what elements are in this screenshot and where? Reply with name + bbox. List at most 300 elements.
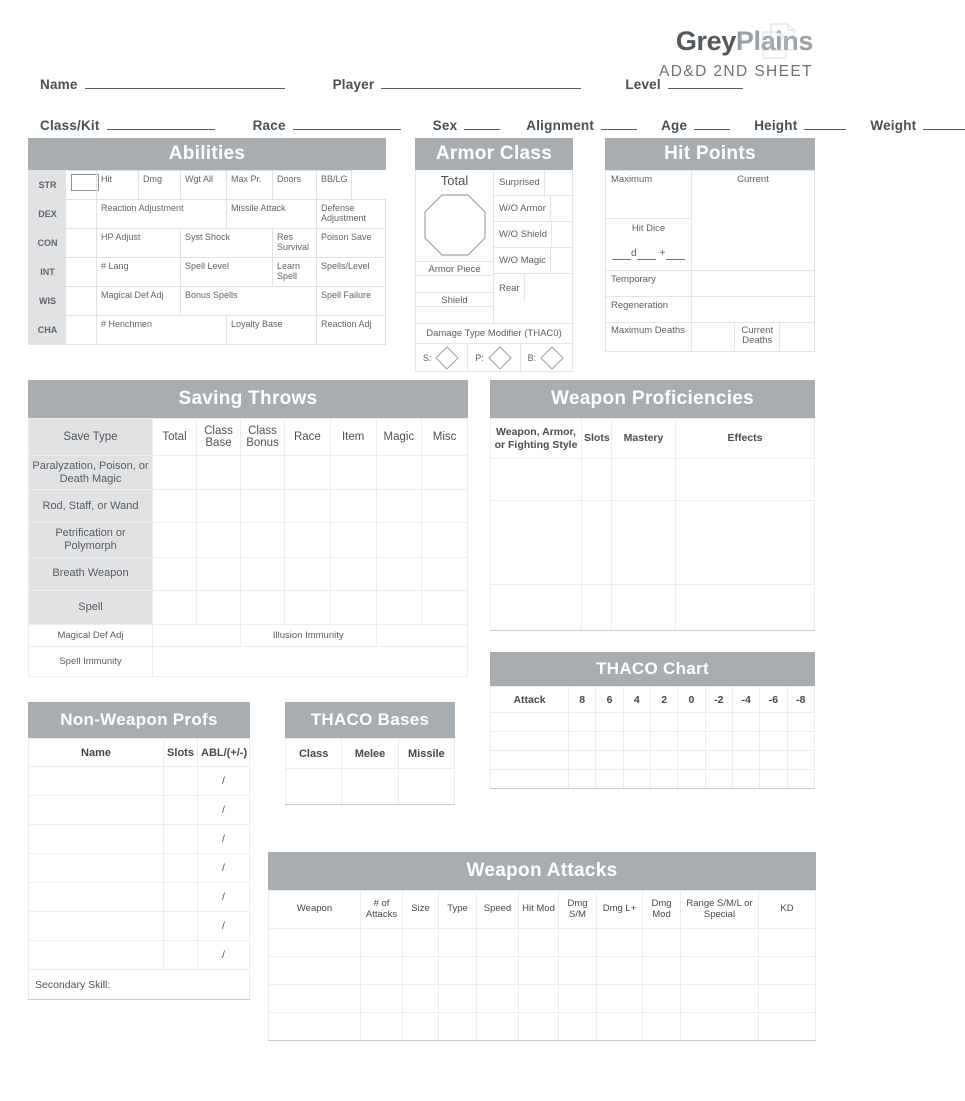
sv-cell[interactable] [422,590,468,624]
wa-col-weapon: Weapon [269,891,361,929]
hit-points-title: Hit Points [605,138,815,170]
ability-label-wis: WIS [29,287,67,316]
field-sex-input[interactable] [464,115,500,130]
nw-cell-slots[interactable] [164,767,198,796]
ability-cell-dmg[interactable]: Dmg [139,171,181,200]
wa-cell[interactable] [477,929,519,957]
wa-cell[interactable] [477,1013,519,1041]
sv-cell[interactable] [376,456,422,490]
nw-cell-slots[interactable] [164,912,198,941]
hp-deaths-cells [692,323,815,352]
ability-row-int [29,258,386,287]
nw-cell-abl[interactable]: / [198,883,250,912]
hp-current-deaths-value[interactable] [780,323,814,351]
wa-cell[interactable] [269,985,361,1013]
tc-cell[interactable] [678,751,705,770]
ability-score-dex[interactable] [67,200,97,229]
field-race[interactable] [253,115,401,133]
saving-throws-title: Saving Throws [28,380,468,418]
hp-regeneration-value[interactable] [692,297,815,323]
wp-cell-effects[interactable] [676,459,815,501]
tc-cell[interactable] [787,713,814,732]
field-name-input[interactable] [85,74,285,89]
ability-row-dex [29,200,386,229]
ability-cell-res-survival[interactable]: Res Survival [273,229,317,258]
damage-piercing-label: P: [475,352,484,363]
wa-cell[interactable] [439,985,477,1013]
nw-cell-name[interactable] [29,883,164,912]
field-level-input[interactable] [668,74,743,89]
wa-col-range: Range S/M/L or Special [681,891,759,929]
nw-cell-abl[interactable]: / [198,941,250,970]
illusion-immunity-value[interactable] [376,624,468,646]
nw-cell-slots[interactable] [164,854,198,883]
ability-score-cha[interactable] [67,316,97,345]
tc-cell[interactable] [491,751,569,770]
wa-cell[interactable] [759,929,816,957]
tc-cell[interactable] [760,732,787,751]
sv-cell[interactable] [241,456,285,490]
tc-cell[interactable] [596,732,623,751]
tc-cell[interactable] [732,713,759,732]
field-player-label: Player [332,77,375,92]
magical-def-adj-value[interactable] [153,624,241,646]
hp-maximum-deaths-value[interactable] [692,323,735,351]
sv-cell[interactable] [376,523,422,557]
wa-cell[interactable] [681,929,759,957]
hp-hit-dice[interactable] [606,219,692,271]
field-weight[interactable] [870,115,965,133]
hp-hit-dice-label: Hit Dice [631,223,666,234]
tc-cell[interactable] [760,770,787,789]
tb-cell-melee[interactable] [342,769,398,805]
field-height[interactable] [754,115,846,133]
tc-col-8: 8 [569,687,596,713]
field-classkit[interactable] [40,115,215,133]
tc-cell[interactable] [569,732,596,751]
sv-cell[interactable] [422,490,468,523]
field-alignment[interactable] [526,115,637,133]
nw-cell-abl[interactable]: / [198,767,250,796]
table-row [269,929,816,957]
ac-value-wo-armor[interactable] [550,196,572,221]
sv-cell[interactable] [153,590,197,624]
sv-cell[interactable] [376,590,422,624]
wa-cell[interactable] [361,957,403,985]
wa-cell[interactable] [361,985,403,1013]
tc-cell[interactable] [491,732,569,751]
sv-cell[interactable] [153,490,197,523]
nw-cell-abl[interactable]: / [198,912,250,941]
wp-cell-slots[interactable] [582,501,612,585]
sv-cell[interactable] [422,557,468,590]
tc-col-0: 0 [678,687,705,713]
field-name[interactable] [40,74,285,92]
ac-value-wo-magic[interactable] [550,248,572,273]
wa-header-row [269,891,816,929]
wa-cell[interactable] [403,929,439,957]
hp-maximum-label[interactable]: Maximum [606,171,692,219]
wa-cell[interactable] [519,985,559,1013]
wp-cell-slots[interactable] [582,459,612,501]
info-row-2 [0,103,917,133]
weapon-proficiencies-table [490,418,815,631]
tc-cell[interactable] [491,770,569,789]
tc-cell[interactable] [787,770,814,789]
wa-cell[interactable] [681,1013,759,1041]
wa-cell[interactable] [361,1013,403,1041]
saving-throws-table [28,418,468,677]
sv-cell[interactable] [153,456,197,490]
wa-cell[interactable] [559,957,597,985]
field-player-input[interactable] [381,74,581,89]
ability-cell-num-lang[interactable]: # Lang [97,258,181,287]
table-row [29,456,468,490]
field-sex[interactable] [433,115,501,133]
ac-label-wo-armor: W/O Armor [499,203,546,214]
info-row-1 [0,62,851,92]
sv-cell[interactable] [422,456,468,490]
tc-cell[interactable] [705,751,732,770]
ability-label-str: STR [29,171,67,200]
tc-cell[interactable] [569,770,596,789]
damage-bludgeoning[interactable] [521,344,572,371]
table-row [491,713,815,732]
wa-col-dmg-l: Dmg L+ [597,891,643,929]
sv-col-class-bonus: Class Bonus [241,419,285,456]
damage-piercing[interactable] [468,344,520,371]
field-height-input[interactable] [804,115,846,130]
field-age-input[interactable] [694,115,730,130]
tc-cell[interactable] [732,751,759,770]
wa-cell[interactable] [269,929,361,957]
tc-col-4: 4 [623,687,650,713]
tc-cell[interactable] [596,713,623,732]
sv-col-race: Race [285,419,331,456]
sv-cell[interactable] [285,557,331,590]
wp-cell-weapon[interactable] [491,501,582,585]
ac-value-wo-shield[interactable] [551,222,572,247]
wa-cell[interactable] [269,1013,361,1041]
field-alignment-input[interactable] [601,115,637,130]
tc-cell[interactable] [596,770,623,789]
nw-cell-slots[interactable] [164,825,198,854]
wp-cell-mastery[interactable] [612,501,676,585]
hp-current[interactable] [692,171,815,271]
tc-cell[interactable] [491,713,569,732]
tc-col-minus8: -8 [787,687,814,713]
sv-cell[interactable] [285,590,331,624]
ability-cell-num-henchmen[interactable]: # Henchmen [97,316,227,345]
sv-cell[interactable] [153,557,197,590]
nw-cell-name[interactable] [29,767,164,796]
table-row [29,854,250,883]
tc-cell[interactable] [760,713,787,732]
tc-cell[interactable] [623,732,650,751]
sv-row-label-rod-staff-wand: Rod, Staff, or Wand [29,490,153,523]
ability-cell-learn-spell[interactable]: Learn Spell [273,258,317,287]
sv-cell[interactable] [197,523,241,557]
ability-cell-syst-shock[interactable]: Syst Shock [181,229,273,258]
tc-cell[interactable] [787,751,814,770]
tc-cell[interactable] [705,713,732,732]
ability-cell-poison-save[interactable]: Poison Save [317,229,386,258]
wa-cell[interactable] [643,1013,681,1041]
wa-cell[interactable] [361,929,403,957]
ac-row-wo-shield[interactable] [494,222,572,248]
ability-cell-hit[interactable]: Hit [97,171,139,200]
nw-cell-name[interactable] [29,825,164,854]
tc-cell[interactable] [596,751,623,770]
saving-throws-extra-row-1 [29,624,468,646]
diamond-icon [434,345,460,371]
tc-cell[interactable] [678,770,705,789]
nw-col-abl: ABL/(+/-) [198,739,250,767]
ability-cell-doors[interactable]: Doors [273,171,317,200]
wa-cell[interactable] [643,929,681,957]
sv-cell[interactable] [330,456,376,490]
nw-cell-name[interactable] [29,941,164,970]
wa-cell[interactable] [403,1013,439,1041]
wa-cell[interactable] [597,1013,643,1041]
wa-cell[interactable] [559,929,597,957]
wa-cell[interactable] [759,957,816,985]
hp-hit-dice-formula[interactable] [606,248,691,259]
thaco-bases-table [285,738,455,805]
ability-score-wis[interactable] [67,287,97,316]
nw-cell-name[interactable] [29,912,164,941]
tb-cell-missile[interactable] [398,769,454,805]
ac-row-wo-magic[interactable] [494,248,572,274]
wa-cell[interactable] [439,1013,477,1041]
weapon-attacks-panel [268,852,816,1041]
wp-cell-weapon[interactable] [491,585,582,631]
hp-maximum-deaths-label: Maximum Deaths [606,323,692,352]
wa-cell[interactable] [597,929,643,957]
ability-cell-wgt-all[interactable]: Wgt All [181,171,227,200]
wa-cell[interactable] [269,957,361,985]
ac-row-surprised[interactable] [494,170,572,196]
nw-cell-abl[interactable]: / [198,796,250,825]
tc-cell[interactable] [732,770,759,789]
ability-cell-defense-adjustment[interactable]: Defense Adjustment [317,200,386,229]
secondary-skill-label[interactable]: Secondary Skill: [29,970,250,1000]
wa-cell[interactable] [643,985,681,1013]
tc-cell[interactable] [569,751,596,770]
field-sex-label: Sex [432,118,458,133]
saving-throws-panel [28,380,468,677]
tc-cell[interactable] [732,732,759,751]
wp-cell-weapon[interactable] [491,459,582,501]
sv-cell[interactable] [285,456,331,490]
field-weight-input[interactable] [923,115,965,130]
tc-col-attack: Attack [491,687,569,713]
wa-cell[interactable] [759,985,816,1013]
octagon-icon [423,193,487,257]
sv-row-label-breath-weapon: Breath Weapon [29,557,153,590]
wp-header-row [491,419,815,459]
weapon-attacks-table [268,890,816,1041]
sv-cell[interactable] [241,490,285,523]
sv-cell[interactable] [330,557,376,590]
ability-score-str[interactable] [67,171,97,200]
nw-cell-abl[interactable]: / [198,854,250,883]
ac-label-surprised: Surprised [499,177,540,188]
tc-cell[interactable] [623,770,650,789]
ability-cell-missile-attack[interactable]: Missile Attack [227,200,317,229]
sv-cell[interactable] [330,523,376,557]
wa-col-kd: KD [759,891,816,929]
tc-cell[interactable] [650,751,677,770]
ability-row-con [29,229,386,258]
sv-cell[interactable] [422,523,468,557]
nw-cell-slots[interactable] [164,796,198,825]
sv-cell[interactable] [197,590,241,624]
wa-cell[interactable] [519,957,559,985]
sv-cell[interactable] [241,590,285,624]
thaco-chart-title: THACO Chart [490,652,815,686]
sv-cell[interactable] [197,490,241,523]
tc-cell[interactable] [787,732,814,751]
sv-cell[interactable] [197,557,241,590]
abilities-table [28,170,386,345]
tc-cell[interactable] [650,732,677,751]
wa-cell[interactable] [477,957,519,985]
ability-score-int[interactable] [67,258,97,287]
wa-cell[interactable] [643,957,681,985]
field-name-label: Name [40,77,78,92]
armor-piece-value[interactable] [416,275,493,292]
diamond-icon [487,345,513,371]
wa-cell[interactable] [681,985,759,1013]
field-classkit-input[interactable] [107,115,215,130]
tc-cell[interactable] [678,732,705,751]
ability-cell-spells-per-level[interactable]: Spells/Level [317,258,386,287]
shield-value[interactable] [416,306,493,323]
tc-cell[interactable] [760,751,787,770]
nw-header-row [29,739,250,767]
weapon-proficiencies-panel [490,380,815,631]
ability-cell-max-pr[interactable]: Max Pr. [227,171,273,200]
table-row [29,767,250,796]
nw-cell-slots[interactable] [164,941,198,970]
ability-row-cha [29,316,386,345]
wa-cell[interactable] [439,929,477,957]
wp-cell-effects[interactable] [676,585,815,631]
wa-cell[interactable] [559,985,597,1013]
field-race-input[interactable] [293,115,401,130]
sv-cell[interactable] [153,523,197,557]
table-row [491,585,815,631]
tc-col-minus4: -4 [732,687,759,713]
wa-cell[interactable] [403,985,439,1013]
hp-temporary-value[interactable] [692,271,815,297]
damage-bludgeoning-label: B: [527,352,537,363]
ability-cell-magical-def-adj[interactable]: Magical Def Adj [97,287,181,316]
ac-row-wo-armor[interactable] [494,196,572,222]
wp-cell-mastery[interactable] [612,585,676,631]
nw-cell-slots[interactable] [164,883,198,912]
ac-row-rear[interactable] [494,274,572,302]
ability-cell-spell-level[interactable]: Spell Level [181,258,273,287]
nw-cell-name[interactable] [29,796,164,825]
wa-cell[interactable] [559,1013,597,1041]
hp-row-deaths [606,323,815,352]
wa-cell[interactable] [439,957,477,985]
sv-cell[interactable] [376,490,422,523]
tc-cell[interactable] [569,713,596,732]
ability-score-box[interactable] [71,174,99,191]
armor-class-body [415,170,573,324]
wa-cell[interactable] [597,985,643,1013]
saving-throws-extra-row-2 [29,646,468,676]
wp-cell-slots[interactable] [582,585,612,631]
sv-cell[interactable] [197,456,241,490]
ability-score-con[interactable] [67,229,97,258]
field-player[interactable] [333,74,582,92]
ability-cell-loyalty-base[interactable]: Loyalty Base [227,316,317,345]
tb-header-row [286,739,455,769]
sv-cell[interactable] [241,523,285,557]
ability-cell-bb-lg[interactable]: BB/LG [317,171,352,200]
wa-col-dmg-mod: Dmg Mod [643,891,681,929]
sv-cell[interactable] [285,523,331,557]
ac-value-rear[interactable] [524,274,572,302]
tc-cell[interactable] [705,770,732,789]
armor-total-value[interactable] [416,189,493,261]
sv-col-class-base: Class Base [197,419,241,456]
ability-cell-hp-adjust[interactable]: HP Adjust [97,229,181,258]
damage-slashing[interactable] [416,344,468,371]
sv-cell[interactable] [330,590,376,624]
tc-cell[interactable] [650,770,677,789]
wp-col-weapon: Weapon, Armor, or Fighting Style [491,419,582,459]
wa-cell[interactable] [519,1013,559,1041]
field-level[interactable] [625,74,743,92]
wp-cell-mastery[interactable] [612,459,676,501]
wa-cell[interactable] [477,985,519,1013]
sv-cell[interactable] [376,557,422,590]
sv-cell[interactable] [285,490,331,523]
tc-cell[interactable] [678,713,705,732]
ability-cell-reaction-adj[interactable]: Reaction Adj [317,316,386,345]
tb-cell-class[interactable] [286,769,342,805]
nw-cell-abl[interactable]: / [198,825,250,854]
nw-cell-name[interactable] [29,854,164,883]
field-age[interactable] [661,115,730,133]
tc-header-row [491,687,815,713]
hp-dice-d: d [631,248,638,259]
sv-cell[interactable] [330,490,376,523]
wa-cell[interactable] [519,929,559,957]
wa-cell[interactable] [681,957,759,985]
tc-cell[interactable] [650,713,677,732]
tc-cell[interactable] [623,713,650,732]
wa-cell[interactable] [597,957,643,985]
wa-cell[interactable] [759,1013,816,1041]
ability-cell-bonus-spells[interactable]: Bonus Spells [181,287,317,316]
wp-cell-effects[interactable] [676,501,815,585]
wa-cell[interactable] [403,957,439,985]
wp-col-slots: Slots [582,419,612,459]
tc-cell[interactable] [705,732,732,751]
sv-cell[interactable] [241,557,285,590]
tc-cell[interactable] [623,751,650,770]
ability-cell-spell-failure[interactable]: Spell Failure [317,287,386,316]
ability-cell-reaction-adjustment[interactable]: Reaction Adjustment [97,200,227,229]
spell-immunity-value[interactable] [153,646,468,676]
ac-value-surprised[interactable] [544,170,572,195]
